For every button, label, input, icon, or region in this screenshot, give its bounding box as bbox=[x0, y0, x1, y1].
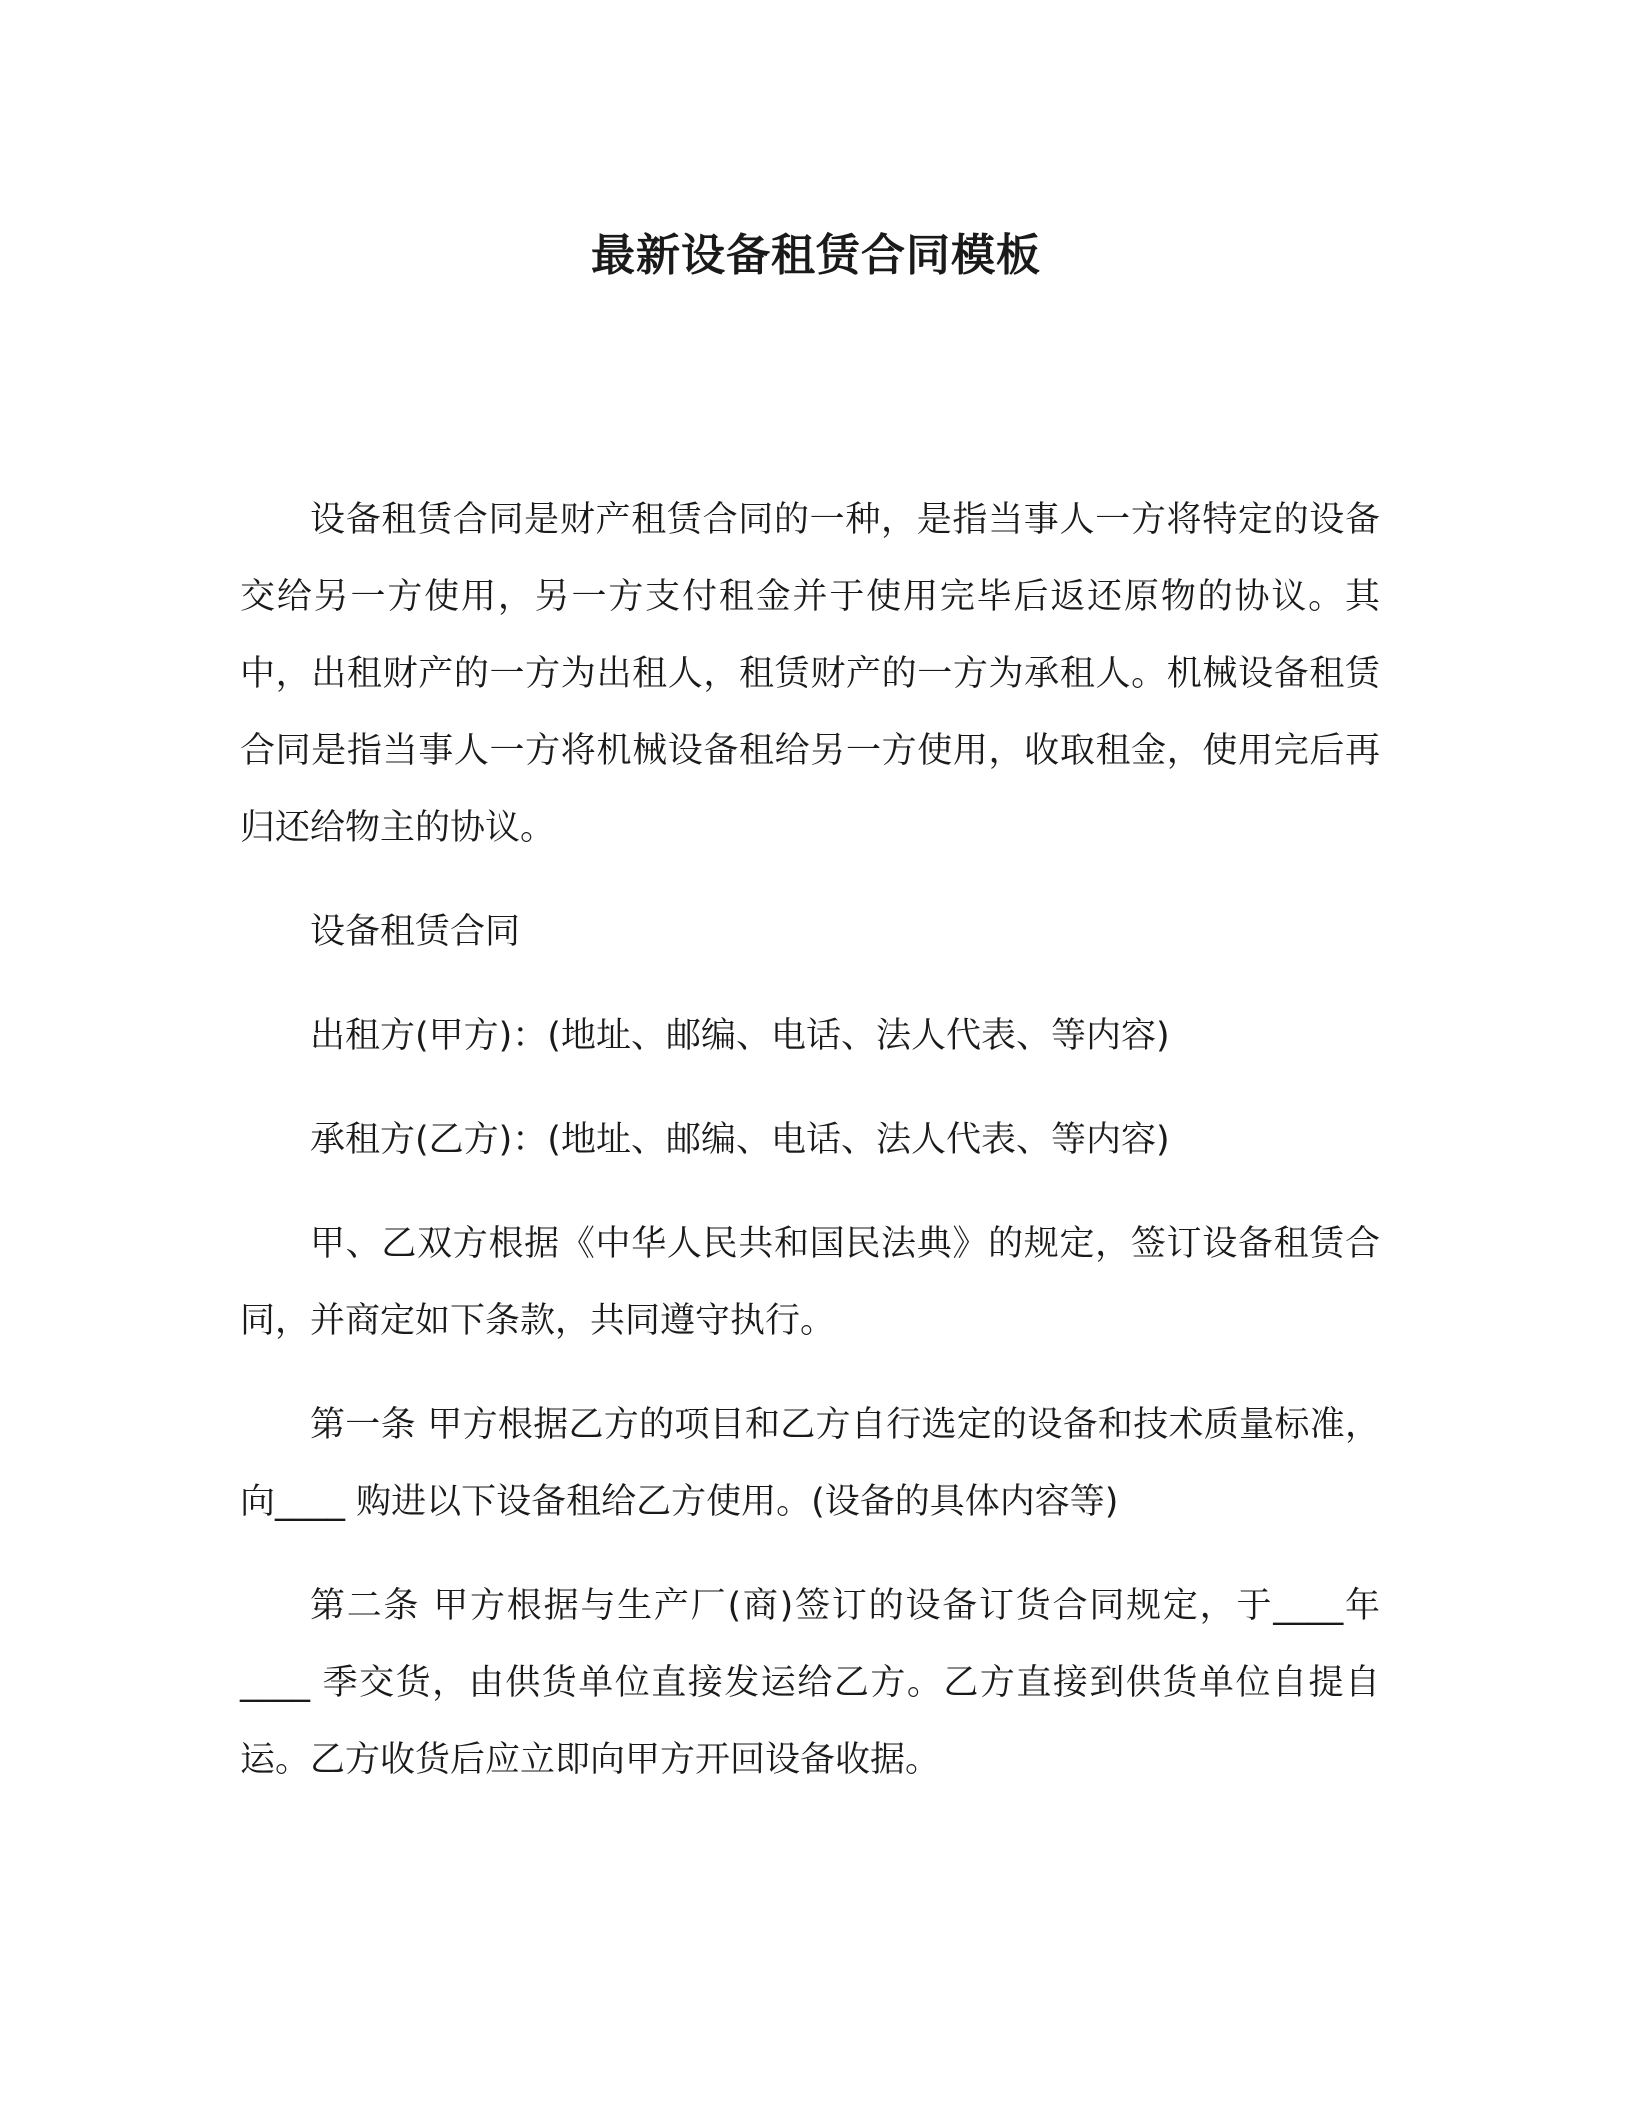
agreement-paragraph: 甲、乙双方根据《中华人民共和国民法典》的规定，签订设备租赁合同，并商定如下条款，共同遵守执行。 bbox=[240, 1224, 1380, 1341]
lessee-line: 承租方(乙方)：(地址、邮编、电话、法人代表、等内容) bbox=[310, 1120, 1170, 1160]
article-1-paragraph: 第一条 甲方根据乙方的项目和乙方自行选定的设备和技术质量标准，向____ 购进以下设备租给乙方使用。(设备的具体内容等) bbox=[240, 1405, 1380, 1522]
document-title: 最新设备租赁合同模板 bbox=[591, 230, 1041, 281]
document-body bbox=[240, 482, 1380, 1799]
contract-heading: 设备租赁合同 bbox=[310, 912, 521, 952]
intro-paragraph: 设备租赁合同是财产租赁合同的一种，是指当事人一方将特定的设备交给另一方使用，另一方支付租金并于使用完毕后返还原物的协议。其中，出租财产的一方为出租人，租赁财产的一方为承租人。机械设备租赁合同是指当事人一方将机械设备租给另一方使用，收取租金，使用完后再归还给物主的协议。 bbox=[240, 500, 1380, 848]
article-2-paragraph: 第二条 甲方根据与生产厂(商)签订的设备订货合同规定，于____年____ 季交货，由供货单位直接发运给乙方。乙方直接到供货单位自提自运。乙方收货后应立即向甲方开回设备收据。 bbox=[240, 1586, 1380, 1780]
lessor-line: 出租方(甲方)：(地址、邮编、电话、法人代表、等内容) bbox=[310, 1016, 1170, 1056]
